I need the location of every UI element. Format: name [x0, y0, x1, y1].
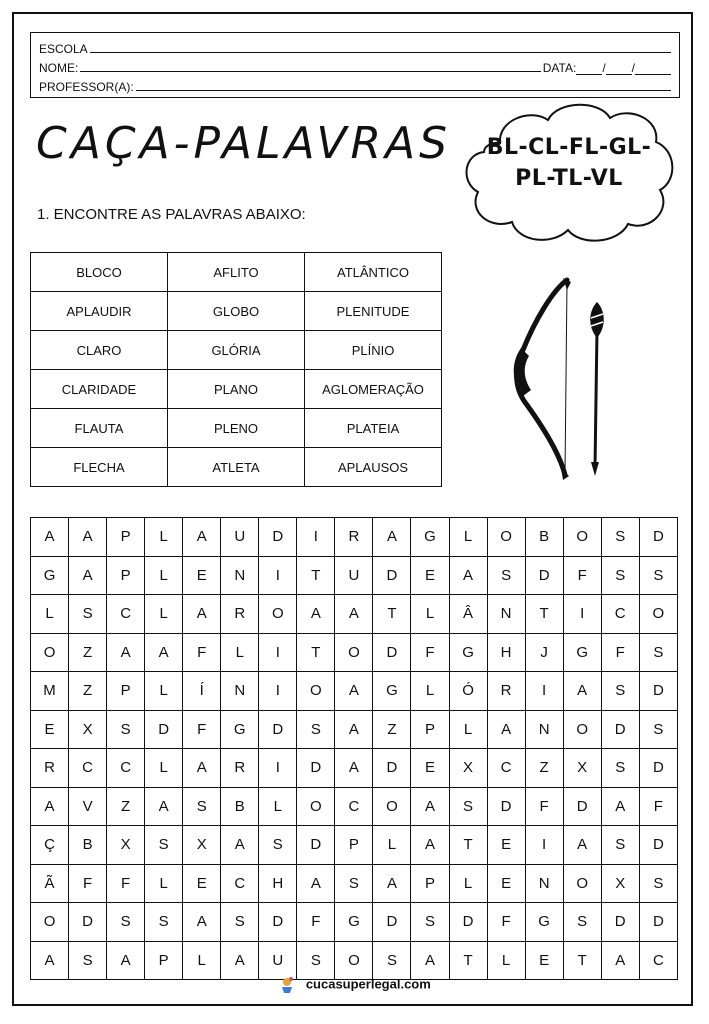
grid-letter-cell[interactable]: L: [259, 787, 297, 826]
grid-letter-cell[interactable]: A: [373, 864, 411, 903]
grid-letter-cell[interactable]: R: [221, 595, 259, 634]
grid-row: [31, 710, 678, 749]
teacher-field[interactable]: [136, 89, 671, 91]
grid-letter-cell[interactable]: E: [183, 556, 221, 595]
grid-letter-cell[interactable]: H: [259, 864, 297, 903]
grid-letter-cell[interactable]: T: [563, 941, 601, 980]
grid-letter-cell[interactable]: S: [145, 903, 183, 942]
grid-letter-cell[interactable]: D: [297, 749, 335, 788]
grid-letter-cell[interactable]: P: [411, 710, 449, 749]
grid-letter-cell[interactable]: M: [31, 672, 69, 711]
grid-letter-cell[interactable]: A: [31, 518, 69, 557]
grid-letter-cell[interactable]: F: [601, 633, 639, 672]
grid-letter-cell[interactable]: A: [335, 749, 373, 788]
grid-letter-cell[interactable]: S: [639, 556, 677, 595]
instruction-text: 1. ENCONTRE AS PALAVRAS ABAIXO:: [37, 206, 306, 223]
grid-letter-cell[interactable]: L: [183, 941, 221, 980]
grid-letter-cell[interactable]: D: [639, 672, 677, 711]
grid-letter-cell[interactable]: O: [373, 787, 411, 826]
grid-letter-cell[interactable]: C: [639, 941, 677, 980]
page-title: CAÇA-PALAVRAS: [36, 118, 452, 169]
grid-letter-cell[interactable]: D: [563, 787, 601, 826]
grid-letter-cell[interactable]: N: [487, 595, 525, 634]
mascot-icon: [278, 976, 296, 994]
word-row: [31, 370, 442, 409]
date-group: DATA: / /: [543, 61, 671, 75]
grid-letter-cell[interactable]: Ó: [449, 672, 487, 711]
grid-letter-cell[interactable]: A: [221, 941, 259, 980]
grid-letter-cell[interactable]: S: [639, 633, 677, 672]
grid-letter-cell[interactable]: O: [297, 672, 335, 711]
grid-letter-cell[interactable]: B: [221, 787, 259, 826]
grid-letter-cell[interactable]: A: [411, 826, 449, 865]
grid-letter-cell[interactable]: A: [69, 556, 107, 595]
grid-letter-cell[interactable]: D: [639, 826, 677, 865]
school-field[interactable]: [90, 51, 671, 53]
grid-letter-cell[interactable]: E: [31, 710, 69, 749]
grid-letter-cell[interactable]: T: [449, 826, 487, 865]
grid-letter-cell[interactable]: L: [145, 595, 183, 634]
word-cell: PLATEIA: [305, 409, 442, 448]
word-cell: PLANO: [168, 370, 305, 409]
grid-letter-cell[interactable]: F: [297, 903, 335, 942]
name-field[interactable]: [80, 70, 540, 72]
word-cell: AGLOMERAÇÃO: [305, 370, 442, 409]
grid-letter-cell[interactable]: Í: [183, 672, 221, 711]
grid-letter-cell[interactable]: R: [335, 518, 373, 557]
grid-row: [31, 903, 678, 942]
grid-letter-cell[interactable]: S: [259, 826, 297, 865]
grid-letter-cell[interactable]: A: [107, 633, 145, 672]
grid-letter-cell[interactable]: L: [145, 672, 183, 711]
grid-letter-cell[interactable]: X: [601, 864, 639, 903]
date-day-field[interactable]: [576, 62, 602, 75]
cloud-text: [468, 132, 670, 194]
grid-letter-cell[interactable]: D: [601, 903, 639, 942]
grid-letter-cell[interactable]: O: [487, 518, 525, 557]
date-label: DATA:: [542, 61, 577, 75]
grid-letter-cell[interactable]: O: [259, 595, 297, 634]
grid-letter-cell[interactable]: F: [69, 864, 107, 903]
grid-letter-cell[interactable]: C: [107, 749, 145, 788]
grid-letter-cell[interactable]: T: [449, 941, 487, 980]
grid-letter-cell[interactable]: N: [221, 672, 259, 711]
grid-letter-cell[interactable]: S: [639, 864, 677, 903]
grid-letter-cell[interactable]: L: [145, 556, 183, 595]
grid-letter-cell[interactable]: T: [297, 556, 335, 595]
grid-letter-cell[interactable]: A: [145, 633, 183, 672]
grid-row: [31, 595, 678, 634]
grid-letter-cell[interactable]: S: [601, 518, 639, 557]
grid-letter-cell[interactable]: L: [449, 518, 487, 557]
grid-letter-cell[interactable]: Z: [69, 633, 107, 672]
grid-letter-cell[interactable]: A: [69, 518, 107, 557]
grid-letter-cell[interactable]: L: [449, 710, 487, 749]
grid-letter-cell[interactable]: D: [297, 826, 335, 865]
grid-letter-cell[interactable]: E: [525, 941, 563, 980]
grid-letter-cell[interactable]: D: [639, 749, 677, 788]
grid-letter-cell[interactable]: A: [601, 941, 639, 980]
grid-letter-cell[interactable]: O: [335, 941, 373, 980]
grid-letter-cell[interactable]: Z: [525, 749, 563, 788]
grid-letter-cell[interactable]: S: [487, 556, 525, 595]
grid-letter-cell[interactable]: S: [601, 556, 639, 595]
word-cell: GLOBO: [168, 292, 305, 331]
footer: [0, 976, 709, 994]
date-year-field[interactable]: [635, 62, 671, 75]
grid-letter-cell[interactable]: T: [525, 595, 563, 634]
grid-letter-cell[interactable]: I: [259, 633, 297, 672]
grid-letter-cell[interactable]: S: [335, 864, 373, 903]
grid-letter-cell[interactable]: A: [221, 826, 259, 865]
grid-letter-cell[interactable]: L: [449, 864, 487, 903]
grid-letter-cell[interactable]: G: [449, 633, 487, 672]
grid-letter-cell[interactable]: A: [31, 941, 69, 980]
grid-letter-cell[interactable]: D: [639, 518, 677, 557]
word-cell: GLÓRIA: [168, 331, 305, 370]
grid-letter-cell[interactable]: D: [373, 749, 411, 788]
cloud-line-2: PL-TL-VL: [515, 166, 623, 191]
grid-row: [31, 787, 678, 826]
grid-letter-cell[interactable]: A: [411, 941, 449, 980]
grid-letter-cell[interactable]: D: [639, 903, 677, 942]
grid-letter-cell[interactable]: A: [335, 595, 373, 634]
word-row: [31, 448, 442, 487]
grid-letter-cell[interactable]: C: [107, 595, 145, 634]
grid-letter-cell[interactable]: F: [487, 903, 525, 942]
grid-letter-cell[interactable]: P: [411, 864, 449, 903]
grid-row: [31, 518, 678, 557]
grid-letter-cell[interactable]: P: [107, 518, 145, 557]
grid-letter-cell[interactable]: F: [411, 633, 449, 672]
grid-letter-cell[interactable]: S: [373, 941, 411, 980]
grid-letter-cell[interactable]: L: [145, 518, 183, 557]
grid-letter-cell[interactable]: I: [259, 672, 297, 711]
teacher-label: PROFESSOR(A):: [39, 80, 134, 94]
word-cell: APLAUSOS: [305, 448, 442, 487]
grid-letter-cell[interactable]: U: [335, 556, 373, 595]
word-search-grid: [30, 517, 678, 980]
grid-letter-cell[interactable]: I: [525, 672, 563, 711]
grid-letter-cell[interactable]: D: [373, 903, 411, 942]
grid-letter-cell[interactable]: L: [31, 595, 69, 634]
grid-letter-cell[interactable]: T: [373, 595, 411, 634]
grid-letter-cell[interactable]: L: [221, 633, 259, 672]
grid-row: [31, 864, 678, 903]
grid-letter-cell[interactable]: D: [373, 556, 411, 595]
grid-letter-cell[interactable]: B: [69, 826, 107, 865]
grid-letter-cell[interactable]: L: [411, 672, 449, 711]
grid-letter-cell[interactable]: F: [639, 787, 677, 826]
grid-letter-cell[interactable]: C: [487, 749, 525, 788]
grid-letter-cell[interactable]: A: [183, 518, 221, 557]
word-cell: ATLÂNTICO: [305, 253, 442, 292]
word-cell: CLARIDADE: [31, 370, 168, 409]
word-list-table: [30, 252, 442, 487]
grid-letter-cell[interactable]: S: [411, 903, 449, 942]
word-cell: CLARO: [31, 331, 168, 370]
grid-letter-cell[interactable]: A: [563, 826, 601, 865]
grid-letter-cell[interactable]: T: [297, 633, 335, 672]
grid-letter-cell[interactable]: A: [449, 556, 487, 595]
grid-letter-cell[interactable]: D: [373, 633, 411, 672]
grid-letter-cell[interactable]: E: [487, 826, 525, 865]
grid-letter-cell[interactable]: G: [525, 903, 563, 942]
grid-letter-cell[interactable]: S: [145, 826, 183, 865]
grid-row: [31, 556, 678, 595]
school-label: ESCOLA: [39, 42, 88, 56]
grid-letter-cell[interactable]: O: [31, 633, 69, 672]
word-cell: FLECHA: [31, 448, 168, 487]
grid-letter-cell[interactable]: G: [563, 633, 601, 672]
word-cell: APLAUDIR: [31, 292, 168, 331]
grid-letter-cell[interactable]: X: [107, 826, 145, 865]
grid-letter-cell[interactable]: Ç: [31, 826, 69, 865]
grid-letter-cell[interactable]: A: [183, 595, 221, 634]
grid-letter-cell[interactable]: A: [411, 787, 449, 826]
name-line: [39, 56, 671, 75]
grid-row: [31, 941, 678, 980]
grid-letter-cell[interactable]: S: [449, 787, 487, 826]
grid-letter-cell[interactable]: L: [145, 864, 183, 903]
grid-letter-cell[interactable]: G: [411, 518, 449, 557]
grid-letter-cell[interactable]: P: [107, 556, 145, 595]
word-cell: FLAUTA: [31, 409, 168, 448]
grid-letter-cell[interactable]: E: [411, 556, 449, 595]
word-row: [31, 331, 442, 370]
grid-letter-cell[interactable]: S: [221, 903, 259, 942]
grid-letter-cell[interactable]: F: [107, 864, 145, 903]
grid-letter-cell[interactable]: A: [487, 710, 525, 749]
grid-letter-cell[interactable]: E: [487, 864, 525, 903]
grid-letter-cell[interactable]: A: [145, 787, 183, 826]
word-row: [31, 409, 442, 448]
grid-letter-cell[interactable]: P: [107, 672, 145, 711]
grid-letter-cell[interactable]: D: [601, 710, 639, 749]
grid-letter-cell[interactable]: S: [601, 826, 639, 865]
grid-letter-cell[interactable]: D: [449, 903, 487, 942]
grid-letter-cell[interactable]: F: [183, 710, 221, 749]
word-cell: AFLITO: [168, 253, 305, 292]
grid-letter-cell[interactable]: X: [69, 710, 107, 749]
grid-letter-cell[interactable]: C: [221, 864, 259, 903]
grid-letter-cell[interactable]: H: [487, 633, 525, 672]
word-cell: PLENITUDE: [305, 292, 442, 331]
grid-letter-cell[interactable]: C: [335, 787, 373, 826]
footer-site: cucasuperlegal.com: [305, 976, 431, 992]
grid-letter-cell[interactable]: S: [639, 710, 677, 749]
grid-letter-cell[interactable]: F: [183, 633, 221, 672]
grid-letter-cell[interactable]: A: [335, 672, 373, 711]
grid-letter-cell[interactable]: R: [221, 749, 259, 788]
name-label: NOME:: [39, 61, 79, 75]
grid-letter-cell[interactable]: L: [487, 941, 525, 980]
grid-letter-cell[interactable]: I: [259, 556, 297, 595]
grid-letter-cell[interactable]: D: [69, 903, 107, 942]
grid-letter-cell[interactable]: A: [183, 903, 221, 942]
grid-letter-cell[interactable]: D: [145, 710, 183, 749]
grid-letter-cell[interactable]: D: [259, 710, 297, 749]
grid-letter-cell[interactable]: S: [563, 903, 601, 942]
grid-letter-cell[interactable]: F: [525, 787, 563, 826]
grid-row: [31, 672, 678, 711]
grid-letter-cell[interactable]: G: [335, 903, 373, 942]
grid-letter-cell[interactable]: A: [107, 941, 145, 980]
grid-letter-cell[interactable]: B: [525, 518, 563, 557]
grid-letter-cell[interactable]: S: [601, 749, 639, 788]
grid-letter-cell[interactable]: A: [373, 518, 411, 557]
grid-letter-cell[interactable]: G: [221, 710, 259, 749]
grid-letter-cell[interactable]: I: [563, 595, 601, 634]
header-form: [30, 32, 680, 98]
grid-letter-cell[interactable]: A: [297, 595, 335, 634]
grid-letter-cell[interactable]: O: [563, 710, 601, 749]
grid-letter-cell[interactable]: D: [525, 556, 563, 595]
grid-letter-cell[interactable]: X: [563, 749, 601, 788]
grid-letter-cell[interactable]: N: [221, 556, 259, 595]
grid-letter-cell[interactable]: D: [259, 903, 297, 942]
grid-letter-cell[interactable]: S: [69, 595, 107, 634]
bow-and-arrow-icon: [505, 270, 615, 480]
grid-letter-cell[interactable]: O: [31, 903, 69, 942]
word-cell: ATLETA: [168, 448, 305, 487]
grid-letter-cell[interactable]: Ã: [31, 864, 69, 903]
grid-letter-cell[interactable]: P: [335, 826, 373, 865]
grid-letter-cell[interactable]: A: [183, 749, 221, 788]
grid-row: [31, 749, 678, 788]
grid-letter-cell[interactable]: S: [297, 941, 335, 980]
grid-letter-cell[interactable]: A: [563, 672, 601, 711]
grid-letter-cell[interactable]: U: [221, 518, 259, 557]
word-cell: PLÍNIO: [305, 331, 442, 370]
grid-letter-cell[interactable]: G: [373, 672, 411, 711]
grid-letter-cell[interactable]: I: [259, 749, 297, 788]
grid-row: [31, 633, 678, 672]
grid-letter-cell[interactable]: S: [69, 941, 107, 980]
grid-letter-cell[interactable]: S: [183, 787, 221, 826]
grid-letter-cell[interactable]: S: [107, 903, 145, 942]
date-month-field[interactable]: [606, 62, 632, 75]
grid-letter-cell[interactable]: X: [183, 826, 221, 865]
grid-letter-cell[interactable]: X: [449, 749, 487, 788]
grid-letter-cell[interactable]: Z: [373, 710, 411, 749]
word-cell: BLOCO: [31, 253, 168, 292]
grid-letter-cell[interactable]: U: [259, 941, 297, 980]
grid-row: [31, 826, 678, 865]
grid-letter-cell[interactable]: O: [639, 595, 677, 634]
word-row: [31, 292, 442, 331]
grid-letter-cell[interactable]: R: [31, 749, 69, 788]
grid-letter-cell[interactable]: G: [31, 556, 69, 595]
word-cell: PLENO: [168, 409, 305, 448]
grid-letter-cell[interactable]: S: [107, 710, 145, 749]
grid-letter-cell[interactable]: Â: [449, 595, 487, 634]
grid-letter-cell[interactable]: F: [563, 556, 601, 595]
cloud-line-1: BL-CL-FL-GL-: [486, 135, 652, 160]
grid-letter-cell[interactable]: N: [525, 864, 563, 903]
grid-letter-cell[interactable]: R: [487, 672, 525, 711]
grid-letter-cell[interactable]: N: [525, 710, 563, 749]
grid-letter-cell[interactable]: L: [145, 749, 183, 788]
grid-letter-cell[interactable]: D: [259, 518, 297, 557]
grid-letter-cell[interactable]: P: [145, 941, 183, 980]
grid-letter-cell[interactable]: O: [563, 864, 601, 903]
grid-letter-cell[interactable]: O: [563, 518, 601, 557]
word-row: [31, 253, 442, 292]
grid-letter-cell[interactable]: Z: [69, 672, 107, 711]
teacher-line: [39, 75, 671, 94]
grid-letter-cell[interactable]: C: [69, 749, 107, 788]
grid-letter-cell[interactable]: Z: [107, 787, 145, 826]
grid-letter-cell[interactable]: O: [297, 787, 335, 826]
grid-letter-cell[interactable]: J: [525, 633, 563, 672]
grid-letter-cell[interactable]: L: [411, 595, 449, 634]
grid-letter-cell[interactable]: A: [335, 710, 373, 749]
grid-letter-cell[interactable]: O: [335, 633, 373, 672]
grid-letter-cell[interactable]: L: [373, 826, 411, 865]
school-line: [39, 37, 671, 56]
grid-letter-cell[interactable]: A: [31, 787, 69, 826]
grid-letter-cell[interactable]: D: [487, 787, 525, 826]
grid-letter-cell[interactable]: E: [411, 749, 449, 788]
grid-letter-cell[interactable]: S: [601, 672, 639, 711]
grid-letter-cell[interactable]: I: [297, 518, 335, 557]
grid-letter-cell[interactable]: V: [69, 787, 107, 826]
grid-letter-cell[interactable]: C: [601, 595, 639, 634]
grid-letter-cell[interactable]: A: [297, 864, 335, 903]
grid-letter-cell[interactable]: I: [525, 826, 563, 865]
grid-letter-cell[interactable]: A: [601, 787, 639, 826]
grid-letter-cell[interactable]: S: [297, 710, 335, 749]
grid-letter-cell[interactable]: E: [183, 864, 221, 903]
